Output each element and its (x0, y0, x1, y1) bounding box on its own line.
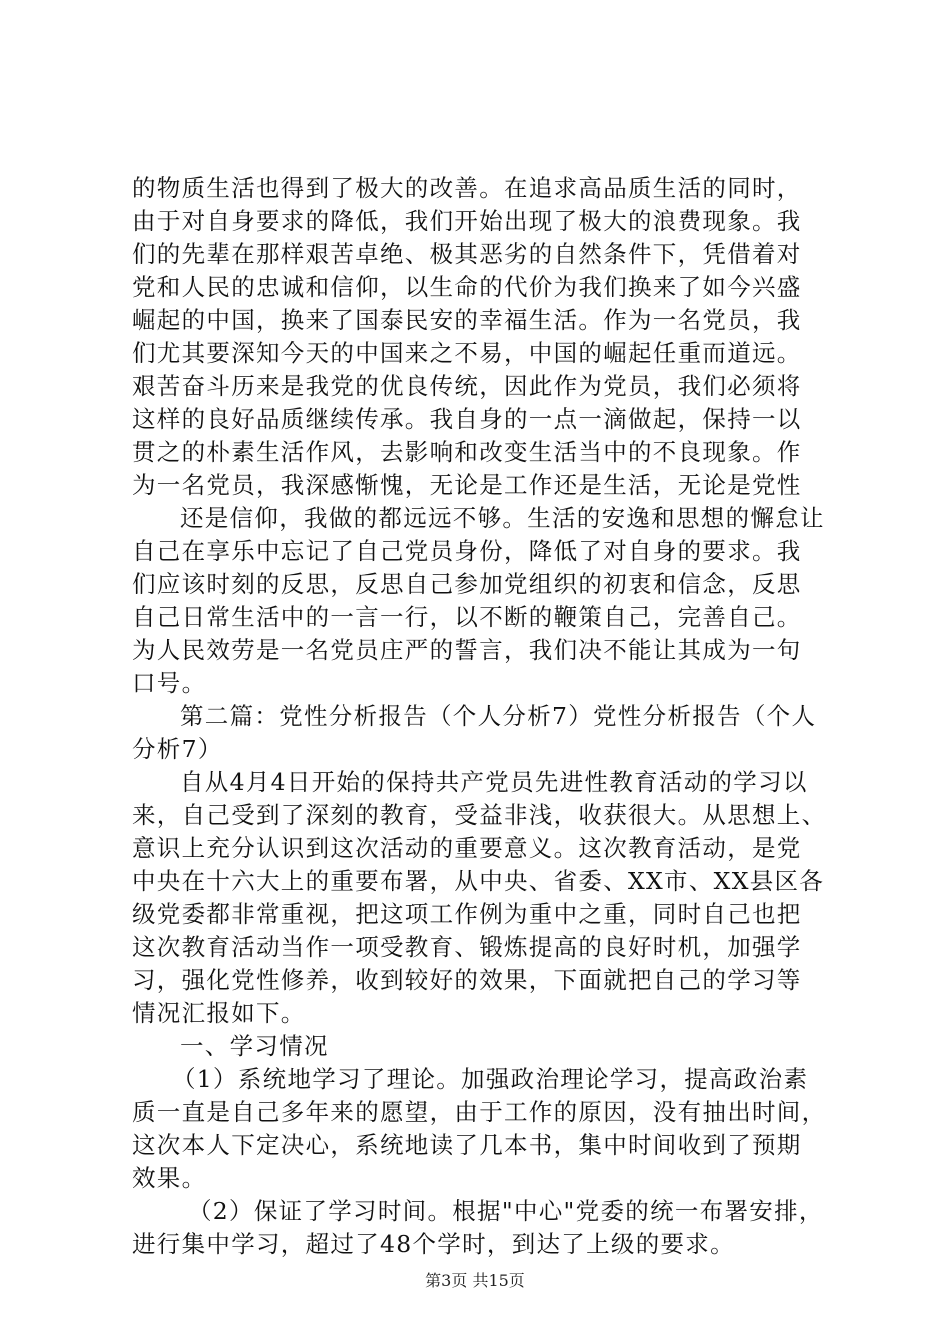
text-line: 意识上充分认识到这次活动的重要意义。这次教育活动，是党 (132, 834, 802, 862)
text-line: 的物质生活也得到了极大的改善。在追求高品质生活的同时， (132, 174, 802, 202)
subsection-heading: 一、学习情况 (180, 1032, 329, 1060)
page-number: 第3页 共15页 (425, 1271, 525, 1290)
text-line: （2）保证了学习时间。根据"中心"党委的统一布署安排， (188, 1197, 824, 1225)
text-line: 艰苦奋斗历来是我党的优良传统，因此作为党员，我们必须将 (132, 372, 802, 400)
text-line: 这次教育活动当作一项受教育、锻炼提高的良好时机，加强学 (132, 933, 802, 961)
text-line: 们的先辈在那样艰苦卓绝、极其恶劣的自然条件下，凭借着对 (132, 240, 802, 268)
text-line: 口号。 (132, 669, 207, 697)
text-line: 级党委都非常重视，把这项工作例为重中之重，同时自己也把 (132, 900, 802, 928)
text-line: 情况汇报如下。 (132, 999, 306, 1027)
text-line: 党和人民的忠诚和信仰，以生命的代价为我们换来了如今兴盛 (132, 273, 802, 301)
text-line: 这次本人下定决心，系统地读了几本书，集中时间收到了预期 (132, 1131, 802, 1159)
text-line: 贯之的朴素生活作风，去影响和改变生活当中的不良现象。作 (132, 438, 802, 466)
text-line: 自己日常生活中的一言一行，以不断的鞭策自己，完善自己。 (132, 603, 802, 631)
section-heading-cont: 分析7） (132, 735, 223, 763)
document-body (132, 172, 832, 1261)
text-line: 们应该时刻的反思，反思自己参加党组织的初衷和信念，反思 (132, 570, 802, 598)
text-line: （1）系统地学习了理论。加强政治理论学习，提高政治素 (172, 1065, 809, 1093)
page-footer (0, 1268, 950, 1291)
text-line: 效果。 (132, 1164, 207, 1192)
text-line: 习，强化党性修养，收到较好的效果，下面就把自己的学习等 (132, 966, 802, 994)
text-line: 为人民效劳是一名党员庄严的誓言，我们决不能让其成为一句 (132, 636, 802, 664)
text-line: 自从4月4日开始的保持共产党员先进性教育活动的学习以 (180, 768, 808, 796)
text-line: 崛起的中国，换来了国泰民安的幸福生活。作为一名党员，我 (132, 306, 802, 334)
text-line: 自己在享乐中忘记了自己党员身份，降低了对自身的要求。我 (132, 537, 802, 565)
text-line: 中央在十六大上的重要布署，从中央、省委、XX市、XX县区各 (132, 867, 825, 895)
text-line: 由于对自身要求的降低，我们开始出现了极大的浪费现象。我 (132, 207, 802, 235)
text-line: 还是信仰，我做的都远远不够。生活的安逸和思想的懈怠让 (180, 504, 825, 532)
text-line: 来，自己受到了深刻的教育，受益非浅，收获很大。从思想上、 (132, 801, 827, 829)
text-line: 这样的良好品质继续传承。我自身的一点一滴做起，保持一以 (132, 405, 802, 433)
text-line: 质一直是自己多年来的愿望，由于工作的原因，没有抽出时间， (132, 1098, 827, 1126)
text-line: 们尤其要深知今天的中国来之不易，中国的崛起任重而道远。 (132, 339, 802, 367)
text-line: 为一名党员，我深感惭愧，无论是工作还是生活，无论是党性 (132, 471, 802, 499)
text-line: 进行集中学习，超过了48个学时，到达了上级的要求。 (132, 1230, 735, 1258)
section-heading: 第二篇：党性分析报告（个人分析7）党性分析报告（个人 (180, 702, 817, 730)
